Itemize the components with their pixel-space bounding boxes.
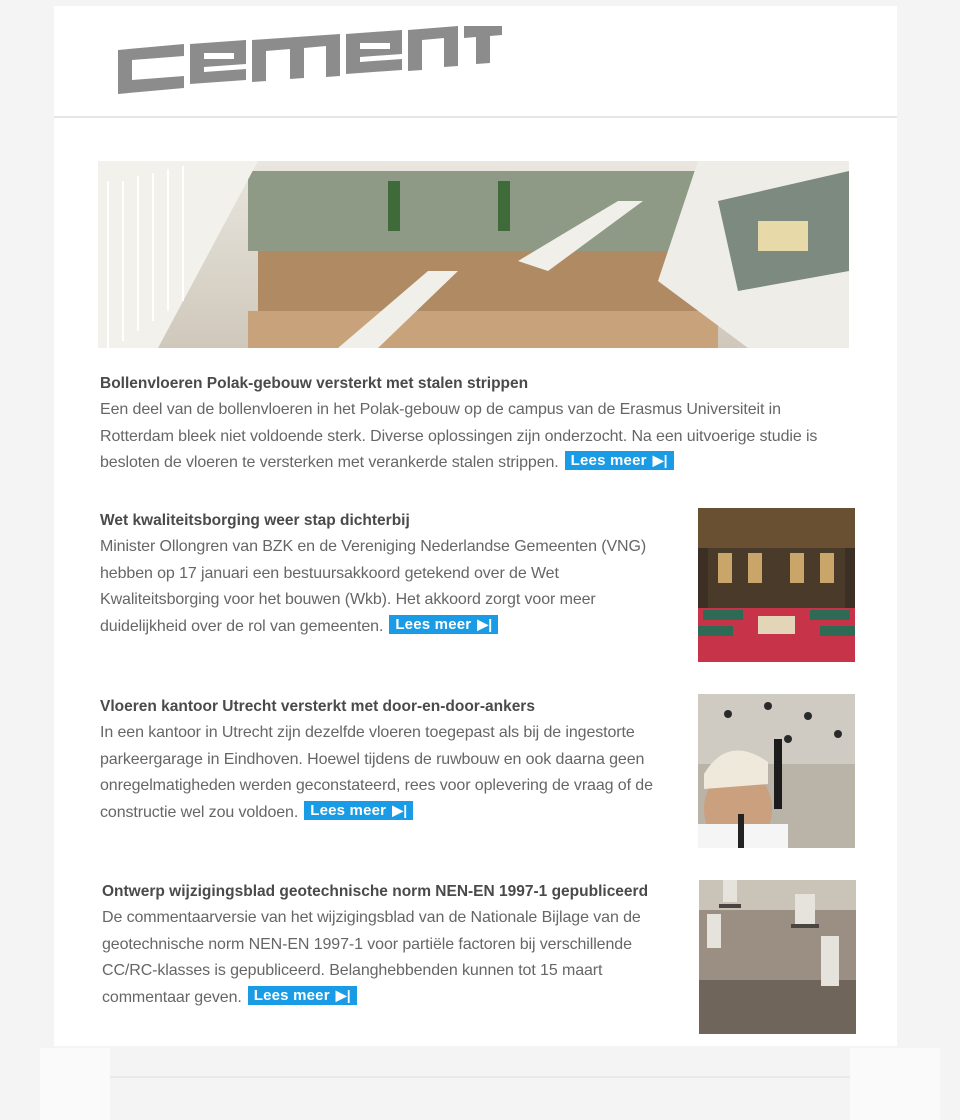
article-2 [100,507,680,640]
article-body [102,905,682,1011]
lees-meer-button[interactable]: Lees meer ▶| [304,801,413,820]
lees-meer-button[interactable]: Lees meer ▶| [565,451,674,470]
atrium-stairs-photo[interactable] [98,161,849,348]
footer-edge-left [40,1048,110,1120]
header [54,6,897,116]
article-body [100,534,680,640]
article-title: Ontwerp wijzigingsblad geotechnische norm NEN-EN 1997-1 gepubliceerd [102,883,649,900]
article-3 [100,693,680,826]
article-text: In een kantoor in Utrecht zijn dezelfde vloeren toegepast als bij de ingestorte parkeergarage in Eindhoven. Hoewel tijdens de ruwbouw en ook daarna geen onregelmatigheden werden geconstateerd, rees voor oplevering de vraag of de constructie wel zou voldoen. [100,724,653,821]
article-text: De commentaarversie van het wijzigingsblad van de Nationale Bijlage van de geotechnische norm NEN-EN 1997-1 voor partiële factoren bij verschillende CC/RC-klasses is gepubliceerd. Belanghebbenden kunnen tot 15 maart commentaar geven. [102,909,641,1006]
article-title: Wet kwaliteitsborging weer stap dichterbij [100,512,410,529]
worker-helmet-photo[interactable] [698,694,855,848]
header-divider [54,116,897,118]
article-title: Vloeren kantoor Utrecht versterkt met door-en-door-ankers [100,698,535,715]
article-body [100,397,845,477]
footer-edge-right [850,1048,940,1120]
play-next-icon: ▶| [392,801,408,818]
lees-meer-button[interactable]: Lees meer ▶| [248,986,357,1005]
article-body [100,720,680,826]
article-4 [102,878,682,1011]
play-next-icon: ▶| [335,986,351,1003]
article-text: Een deel van de bollenvloeren in het Polak-gebouw op de campus van de Erasmus Universiteit in Rotterdam bleek niet voldoende sterk. Diverse oplossingen zijn onderzocht. Na een uitvoerige studie is besloten de vloeren te versterken met verankerde stalen strippen. [100,401,818,471]
parliament-hall-photo[interactable] [698,508,855,662]
newsletter-sheet [54,6,897,1046]
play-next-icon: ▶| [477,615,493,632]
article-1 [100,370,845,477]
foundation-piles-photo[interactable] [699,880,856,1034]
article-title: Bollenvloeren Polak-gebouw versterkt met stalen strippen [100,375,529,392]
article-text: Minister Ollongren van BZK en de Vereniging Nederlandse Gemeenten (VNG) hebben op 17 januari een bestuursakkoord getekend over de Wet Kwaliteitsborging voor het bouwen (Wkb). Het akkoord zorgt voor meer duidelijkheid over de rol van gemeenten. [100,538,647,635]
lees-meer-button[interactable]: Lees meer ▶| [389,615,498,634]
cement-logo[interactable] [118,26,502,98]
footer-divider [54,1076,897,1078]
play-next-icon: ▶| [652,452,668,468]
